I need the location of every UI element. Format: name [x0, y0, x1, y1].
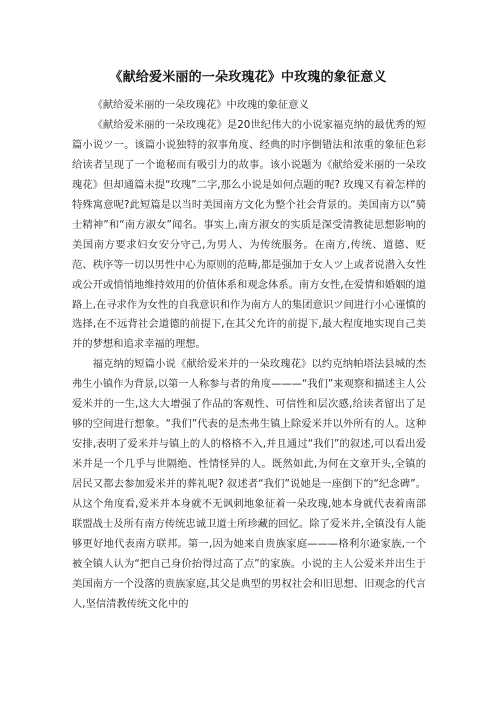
paragraph-subtitle: 《献给爱米丽的一朵玫瑰花》中玫瑰的象征意义 — [92, 99, 309, 111]
paragraph: 《献给爱米丽的一朵玫瑰花》是20世纪伟大的小说家福克纳的最优秀的短篇小说ツ一。该篇小说独特的叙事角度、经典的时序倒错法和浓重的象征色彩给读者呈现了一个诡秘而有吸引力的故事。该小说题为《献给爱米丽的一朵玫瑰花》但却通篇未提“玫瑰”二字,那么小说是如何点题的呢? 玫瑰又有着怎样的特殊寓意呢?此短篇是以当时美国南方文化为整个社会背景的。美国南方以“骑士精神”和“南方淑女”闻名。事实上,南方淑女的实质是深受清教徒思想影响的美国南方要求妇女安分守己,为男人、为传统服务。在南方,传统、道德、贬范、秩序等一切以男性中心为原则的范畴,都是强加于女人ツ上或者说潜入女性或公开或悄悄地维持效用的价值体系和观念体系。南方女性,在爱情和婚姻的道路上,在寻求作为女性的自我意识和作为南方人的集团意识ツ间进行小心谨慎的选择,在不远背社会道德的前提下,在其父允许的前提下,最大程度地实现自己美并的梦想和追求幸福的理想。 — [72, 118, 426, 351]
document-body — [72, 96, 426, 615]
document-title: 《献给爱米丽的一朵玫瑰花》中玫瑰的象征意义 — [109, 70, 387, 85]
paragraph: 福克纳的短篇小说《献给爱米并的一朵玫瑰花》以约克纳帕塔法县城的杰弗生小镇作为背景,以第一人称参与者的角度———“我们”来观察和描述主人公爱米并的一生,这大大增强了作品的客观性、可信性和层次感,给读者留出了足够的空间进行想象。“我们”代表的是杰弗生镇上除爱米并以外所有的人。这种安排,表明了爱米并与镇上的人的格格不入,并且通过“我们”的叙述,可以看出爱米并是一个几乎与世隔绝、性情怪异的人。既然如此,为何在文章开头,全镇的居民又都去参加爱米并的葬礼呢? 叙述者“我们”说她是一座倒下的“纪念碑”。从这个角度看,爱米并本身就不无讽刺地象征着一朵玫瑰,她本身就代表着南部联盟战士及所有南方传统忠诚卫道士所珍藏的回忆。除了爱米并,全镇没有人能够更好地代表南方联邦。第一,因为她来自贵族家庭———格利尔逊家族,一个被全镇人认为“把自己身价抬得过高了点”的家族。小说的主人公爱米并出生于美国南方一个没落的贵族家庭,其父是典型的男权社会和旧思想、旧观念的代言人,坚信清教传统文化中的 — [72, 358, 426, 610]
